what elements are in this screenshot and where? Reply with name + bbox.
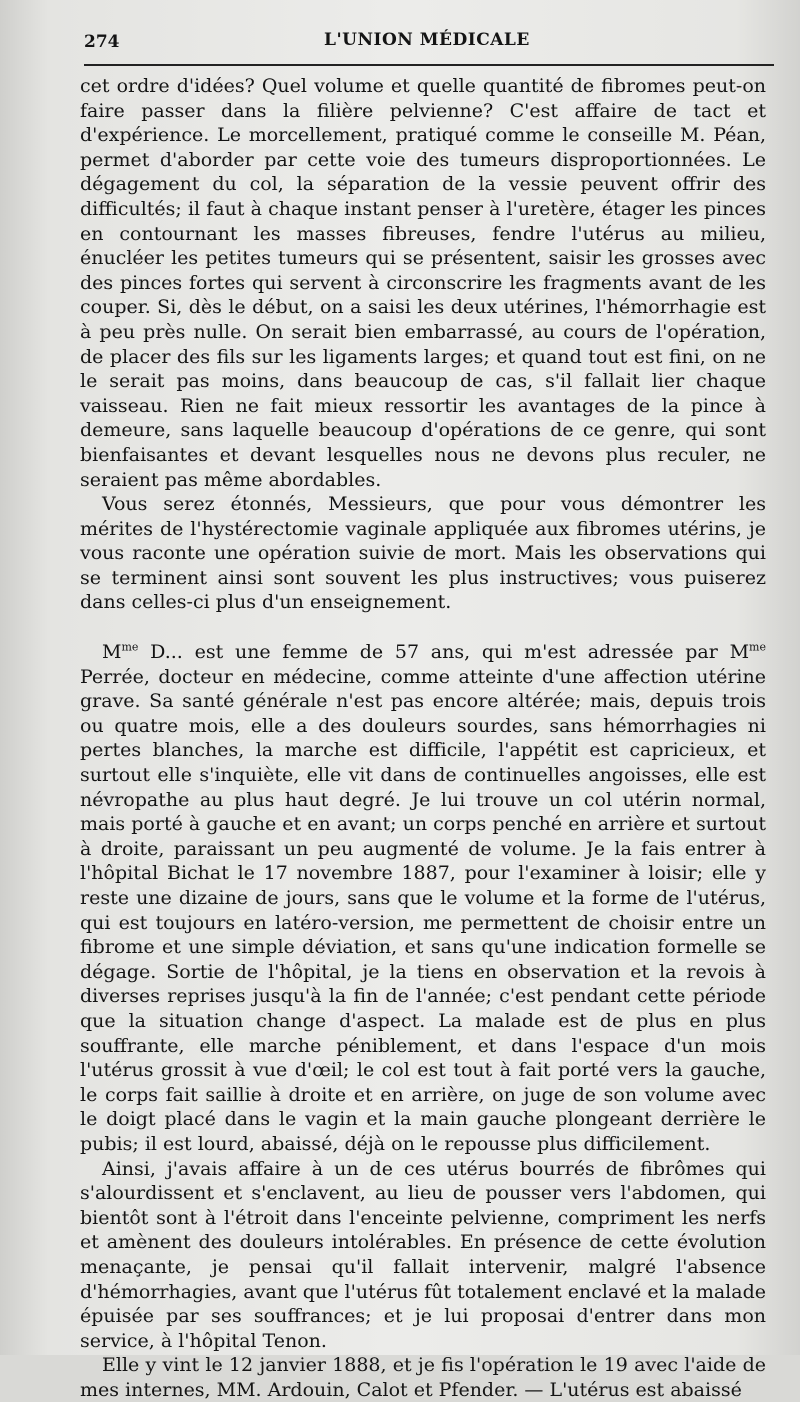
- paragraph-intro: Vous serez étonnés, Messieurs, que pour vous démontrer les mérites de l'hystérectomie vaginale appliquée aux fibromes utérins, je vous raconte une opération suivie de mort. Mais les observations qui se terminent ainsi sont souvent les plus instructives; vous puiserez dans celles-ci plus d'un enseignement.: [80, 493, 766, 614]
- case-text-a: D... est une femme de 57 ans, qui m'est adressée par M: [138, 641, 750, 664]
- title-abbrev: M: [102, 641, 122, 664]
- case-text-b: Perrée, docteur en médecine, comme atteinte d'une affection utérine grave. Sa santé générale n'est pas encore altérée; mais, depuis trois ou quatre mois, elle a des douleurs sourdes, sans hémorrhagies ni pertes blanches, la marche est difficile, l'appétit est capricieux, et surtout elle s'inquiète, elle vit dans de continuelles angoisses, elle est névropathe au plus haut degré. Je lui trouve un col utérin normal, mais porté à gauche et en avant; un corps penché en arrière et surtout à droite, paraissant un peu augmenté de volume. Je la fais entrer à l'hôpital Bichat le 17 novembre 1887, pour l'examiner à loisir; elle y reste une dizaine de jours, sans que le volume et la forme de l'utérus, qui est toujours en latéro-version, me permettent de choisir entre un fibrome et une simple déviation, et sans qu'une indication formelle se dégage. Sortie de l'hôpital, je la tiens en observation et la revois à diverses reprises jusqu'à la fin de l'année; c'est pendant cette période que la situation change d'aspect. La malade est de plus en plus souffrante, elle marche péniblement, et dans l'espace d'un mois l'utérus grossit à vue d'œil; le col est tout à fait porté vers la gauche, le corps fait saillie à droite et en arrière, on juge de son volume avec le doigt placé dans le vagin et la main gauche plongeant derrière le pubis; il est lourd, abaissé, déjà on le repousse plus difficilement.: [80, 665, 766, 1155]
- title-abbrev-sup: me: [121, 640, 139, 654]
- paragraph-analysis: Ainsi, j'avais affaire à un de ces utérus bourrés de fibrômes qui s'alourdissent et s'enclavent, au lieu de pousser vers l'abdomen, qui bientôt sont à l'étroit dans l'enceinte pelvienne, compriment les nerfs et amènent des douleurs intolérables. En présence de cette évolution menaçante, je pensai qu'il fallait intervenir, malgré l'absence d'hémorrhagies, avant que l'utérus fût totalement enclavé et la malade épuisée par ses souffrances; et je lui proposai d'entrer dans mon service, à l'hôpital Tenon.: [80, 1157, 766, 1352]
- page-number: 274: [84, 32, 120, 52]
- article-body: [80, 74, 766, 1402]
- paragraph-continuation: cet ordre d'idées? Quel volume et quelle quantité de fibromes peut-on faire passer dans la filière pelvienne? C'est affaire de tact et d'expérience. Le morcellement, pratiqué comme le conseille M. Péan, permet d'aborder par cette voie des tumeurs disproportionnées. Le dégagement du col, la séparation de la vessie peuvent offrir des difficultés; il faut à chaque instant penser à l'uretère, étager les pinces en contournant les masses fibreuses, fendre l'utérus au milieu, énucléer les petites tumeurs qui se présentent, saisir les grosses avec des pinces fortes qui servent à circonscrire les fragments avant de les couper. Si, dès le début, on a saisi les deux utérines, l'hémorrhagie est à peu près nulle. On serait bien embarrassé, au cours de l'opération, de placer des fils sur les ligaments larges; et quand tout est fini, on ne le serait pas moins, dans beaucoup de cas, s'il fallait lier chaque vaisseau. Rien ne fait mieux ressortir les avantages de la pince à demeure, sans laquelle beaucoup d'opérations de ce genre, qui sont bienfaisantes et devant lesquelles nous ne devons plus reculer, ne seraient pas même abordables.: [80, 75, 766, 491]
- paragraph-case-report: [80, 640, 766, 1156]
- paragraph-operation: Elle y vint le 12 janvier 1888, et je fis l'opération le 19 avec l'aide de mes internes, MM. Ardouin, Calot et Pfender. — L'utérus est abaissé: [80, 1354, 766, 1401]
- header-rule: [84, 64, 774, 66]
- title-abbrev-sup-2: me: [749, 640, 766, 654]
- running-title: L'UNION MÉDICALE: [324, 30, 530, 50]
- page-header: [84, 26, 770, 60]
